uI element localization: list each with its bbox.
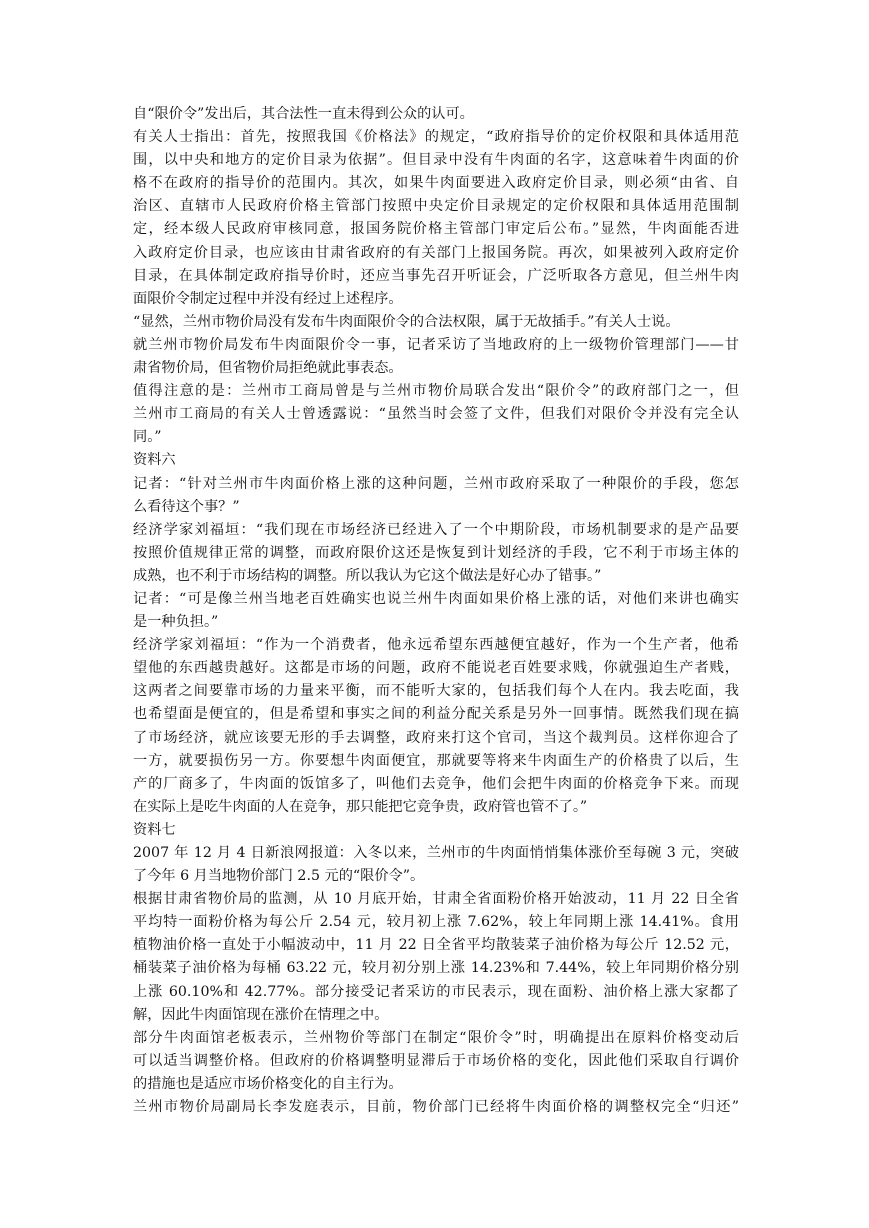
paragraph-line: 就兰州市物价局发布牛肉面限价令一事，记者采访了当地政府的上一级物价管理部门——甘	[133, 336, 739, 353]
paragraph-line: 定，经本级人民政府审核同意，报国务院价格主管部门审定后公布。”显然，牛肉面能否进	[133, 221, 739, 238]
paragraph-line: 这两者之间要靠市场的力量来平衡，而不能听大家的，包括我们每个人在内。我去吃面，我	[133, 683, 739, 700]
section-heading: 资料六	[133, 452, 176, 469]
paragraph-line: 有关人士指出：首先，按照我国《价格法》的规定，“政府指导价的定价权限和具体适用范	[133, 129, 739, 146]
document-page	[133, 103, 739, 1119]
paragraph-line: 兰州市工商局的有关人士曾透露说：“虽然当时会签了文件，但我们对限价令并没有完全认	[133, 406, 739, 423]
paragraph-line: 一方，就要损伤另一方。你要想牛肉面便宜，那就要等将来牛肉面生产的价格贵了以后，生	[133, 752, 739, 769]
paragraph-line: 解，因此牛肉面馆现在涨价在情理之中。	[133, 1006, 389, 1023]
paragraph-line: 植物油价格一直处于小幅波动中，11 月 22 日全省平均散装菜子油价格为每公斤 12.52 元，	[133, 937, 739, 954]
paragraph-line: “显然，兰州市物价局没有发布牛肉面限价令的合法权限，属于无故插手。”有关人士说。	[133, 313, 680, 330]
paragraph-line: 部分牛肉面馆老板表示，兰州物价等部门在制定“限价令”时，明确提出在原料价格变动后	[133, 1029, 739, 1046]
paragraph-line: 上涨 60.10%和 42.77%。部分接受记者采访的市民表示，现在面粉、油价格上涨大家都了	[133, 983, 739, 1000]
paragraph-line: 在实际上是吃牛肉面的人在竞争，那只能把它竞争贵，政府管也管不了。”	[133, 798, 588, 815]
paragraph-line: 入政府定价目录，也应该由甘肃省政府的有关部门上报国务院。再次，如果被列入政府定价	[133, 244, 739, 261]
paragraph-line: 根据甘肃省物价局的监测，从 10 月底开始，甘肃全省面粉价格开始波动，11 月 22 日全省	[133, 891, 739, 908]
paragraph-line: 了今年 6 月当地物价部门 2.5 元的“限价令”。	[133, 868, 425, 885]
paragraph-line: 同。”	[133, 429, 162, 446]
paragraph-line: 面限价令制定过程中并没有经过上述程序。	[133, 290, 403, 307]
paragraph-line: 格不在政府的指导价的范围内。其次，如果牛肉面要进入政府定价目录，则必须“由省、自	[133, 175, 739, 192]
paragraph-line: 记者：“可是像兰州当地老百姓确实也说兰州牛肉面如果价格上涨的话，对他们来讲也确实	[133, 590, 739, 607]
paragraph-line: 记者：“针对兰州市牛肉面价格上涨的这种问题，兰州市政府采取了一种限价的手段，您怎	[133, 475, 739, 492]
section-heading: 资料七	[133, 821, 176, 838]
paragraph-line: 按照价值规律正常的调整，而政府限价这还是恢复到计划经济的手段，它不利于市场主体的	[133, 544, 739, 561]
paragraph-line: 也希望面是便宜的，但是希望和事实之间的利益分配关系是另外一回事情。既然我们现在搞	[133, 706, 739, 723]
paragraph-line: 桶装菜子油价格为每桶 63.22 元，较月初分别上涨 14.23%和 7.44%，较上年同期价格分别	[133, 960, 739, 977]
paragraph-line: 经济学家刘福垣：“作为一个消费者，他永远希望东西越便宜越好，作为一个生产者，他希	[133, 637, 739, 654]
paragraph-line: 平均特一面粉价格为每公斤 2.54 元，较月初上涨 7.62%，较上年同期上涨 14.41%。食用	[133, 914, 739, 931]
paragraph-line: 值得注意的是：兰州市工商局曾是与兰州市物价局联合发出“限价令”的政府部门之一，但	[133, 383, 739, 400]
paragraph-line: 兰州市物价局副局长李发庭表示，目前，物价部门已经将牛肉面价格的调整权完全“归还”	[133, 1099, 739, 1116]
paragraph-line: 2007 年 12 月 4 日新浪网报道：入冬以来，兰州市的牛肉面悄悄集体涨价至每碗 3 元，突破	[133, 845, 739, 861]
paragraph-line: 经济学家刘福垣：“我们现在市场经济已经进入了一个中期阶段，市场机制要求的是产品要	[133, 521, 739, 538]
paragraph-line: 治区、直辖市人民政府价格主管部门按照中央定价目录规定的定价权限和具体适用范围制	[133, 198, 739, 215]
paragraph-line: 可以适当调整价格。但政府的价格调整明显滞后于市场价格的变化，因此他们采取自行调价	[133, 1052, 739, 1069]
paragraph-line: 成熟，也不利于市场结构的调整。所以我认为它这个做法是好心办了错事。”	[133, 567, 602, 584]
paragraph-line: 产的厂商多了，牛肉面的饭馆多了，叫他们去竞争，他们会把牛肉面的价格竞争下来。而现	[133, 775, 739, 792]
paragraph-line: 是一种负担。”	[133, 614, 219, 631]
paragraph-line: 目录，在具体制定政府指导价时，还应当事先召开听证会，广泛听取各方意见，但兰州牛肉	[133, 267, 739, 284]
paragraph-line: 了市场经济，就应该要无形的手去调整，政府来打这个官司，当这个裁判员。这样你迎合了	[133, 729, 739, 746]
paragraph-line: 么看待这个事？”	[133, 498, 240, 515]
paragraph-line: 肃省物价局，但省物价局拒绝就此事表态。	[133, 360, 403, 377]
paragraph-line: 望他的东西越贵越好。这都是市场的问题，政府不能说老百姓要求贱，你就强迫生产者贱，	[133, 660, 739, 677]
paragraph-line: 的措施也是适应市场价格变化的自主行为。	[133, 1075, 403, 1092]
paragraph-line: 自“限价令”发出后，其合法性一直未得到公众的认可。	[133, 106, 474, 122]
paragraph-line: 围，以中央和地方的定价目录为依据”。但目录中没有牛肉面的名字，这意味着牛肉面的价	[133, 152, 739, 169]
